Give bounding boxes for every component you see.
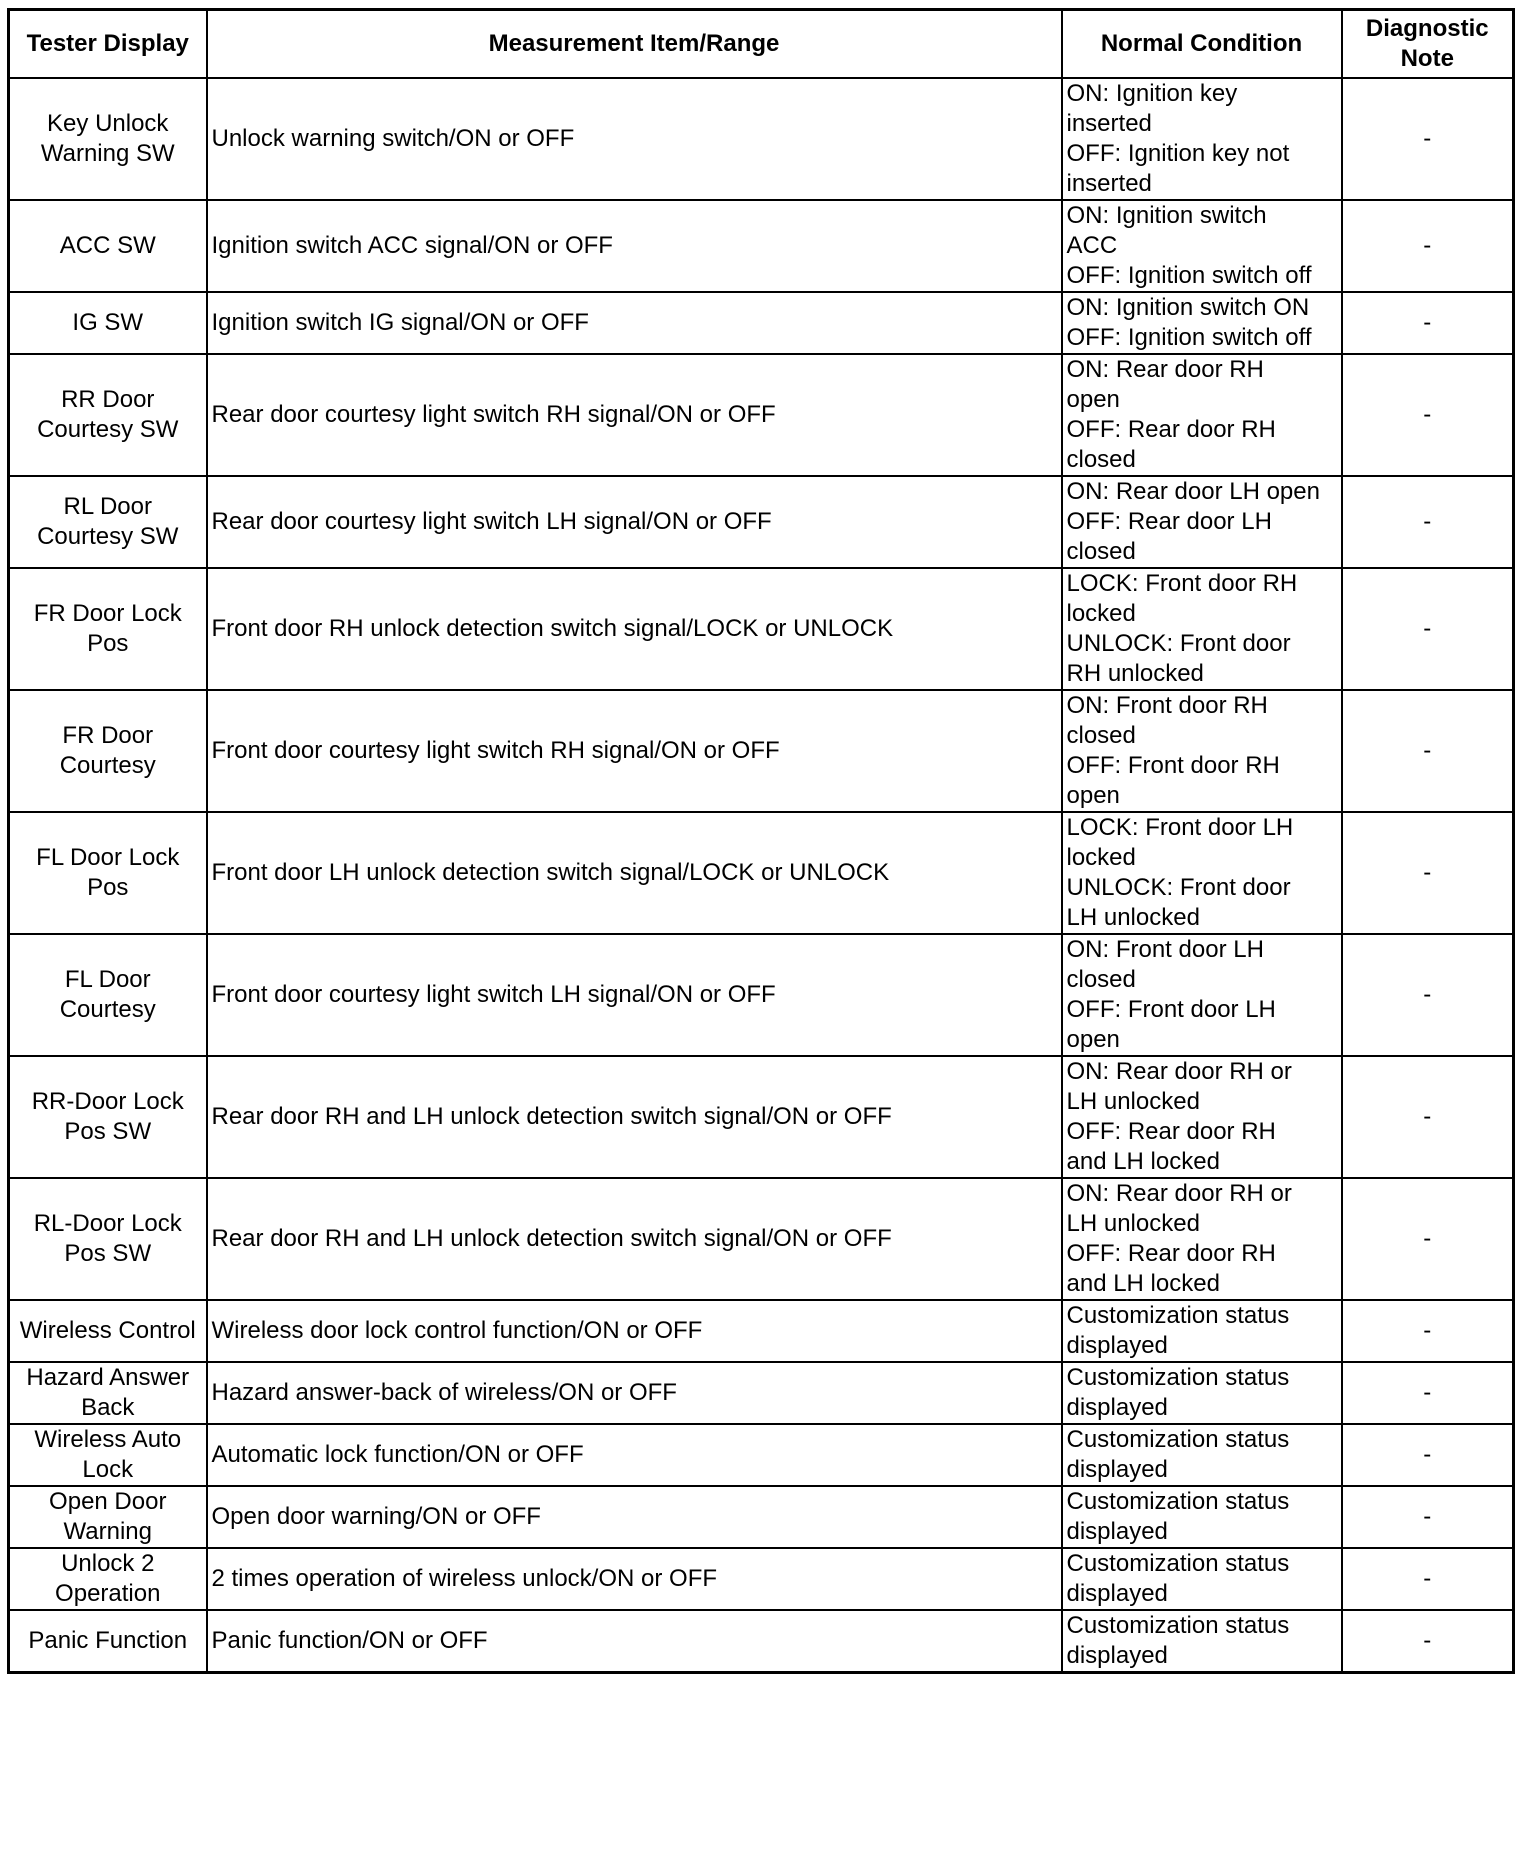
table-row	[9, 476, 1514, 568]
header-diagnostic-note-line2: Note	[1400, 45, 1454, 72]
tester-display-line1: Key Unlock	[47, 110, 169, 137]
tester-display-cell	[9, 1424, 207, 1486]
measurement-item-cell: Front door courtesy light switch LH signal/ON or OFF	[207, 934, 1062, 1056]
table-row	[9, 1300, 1514, 1362]
tester-display-line1: Wireless Control	[19, 1317, 196, 1344]
diagnostic-note-cell: -	[1342, 1486, 1514, 1548]
table-row	[9, 1424, 1514, 1486]
tester-display-cell	[9, 1362, 207, 1424]
normal-condition-cell: LOCK: Front door LH locked UNLOCK: Front door LH unlocked	[1062, 812, 1342, 934]
tester-display-line1: Panic Function	[28, 1627, 188, 1654]
tester-display-line2: Warning SW	[40, 140, 175, 167]
tester-display-cell	[9, 1300, 207, 1362]
normal-condition-cell: Customization status displayed	[1062, 1610, 1342, 1673]
tester-display-cell	[9, 476, 207, 568]
table-row	[9, 78, 1514, 200]
table-row	[9, 200, 1514, 292]
tester-display-line2: Lock	[82, 1456, 134, 1483]
normal-condition-cell: Customization status displayed	[1062, 1548, 1342, 1610]
diagnostic-note-cell: -	[1342, 1548, 1514, 1610]
normal-condition-cell: ON: Rear door RH or LH unlocked OFF: Rear door RH and LH locked	[1062, 1178, 1342, 1300]
tester-display-line1: RR Door	[61, 386, 155, 413]
table-row	[9, 1178, 1514, 1300]
normal-condition-cell: ON: Front door RH closed OFF: Front door RH open	[1062, 690, 1342, 812]
normal-condition-cell: ON: Ignition switch ON OFF: Ignition switch off	[1062, 292, 1342, 354]
normal-condition-cell: Customization status displayed	[1062, 1486, 1342, 1548]
normal-condition-cell: Customization status displayed	[1062, 1424, 1342, 1486]
tester-display-line1: Open Door	[49, 1488, 167, 1515]
diagnostic-note-cell: -	[1342, 292, 1514, 354]
tester-display-cell	[9, 1548, 207, 1610]
diagnostic-note-cell: -	[1342, 812, 1514, 934]
tester-display-cell	[9, 200, 207, 292]
measurement-item-cell: Wireless door lock control function/ON or OFF	[207, 1300, 1062, 1362]
diagnostic-note-cell: -	[1342, 200, 1514, 292]
diagnostic-note-cell: -	[1342, 1300, 1514, 1362]
measurement-item-cell: Front door courtesy light switch RH signal/ON or OFF	[207, 690, 1062, 812]
tester-display-line2: Pos	[87, 874, 129, 901]
tester-display-cell	[9, 1610, 207, 1673]
tester-display-line2: Back	[81, 1394, 135, 1421]
measurement-item-cell: Rear door courtesy light switch LH signal/ON or OFF	[207, 476, 1062, 568]
table-row	[9, 812, 1514, 934]
diagnostic-note-cell: -	[1342, 354, 1514, 476]
measurement-item-cell: 2 times operation of wireless unlock/ON or OFF	[207, 1548, 1062, 1610]
measurement-item-cell: Automatic lock function/ON or OFF	[207, 1424, 1062, 1486]
tester-display-line1: FR Door	[62, 722, 154, 749]
tester-display-line1: Unlock 2	[61, 1550, 155, 1577]
table-row	[9, 690, 1514, 812]
header-diagnostic-note	[1342, 10, 1514, 79]
measurement-item-cell: Rear door RH and LH unlock detection switch signal/ON or OFF	[207, 1178, 1062, 1300]
tester-display-cell	[9, 1056, 207, 1178]
diagnostic-note-cell: -	[1342, 568, 1514, 690]
normal-condition-cell: ON: Rear door LH open OFF: Rear door LH closed	[1062, 476, 1342, 568]
table-header-row	[9, 10, 1514, 79]
tester-display-line1: FL Door Lock	[36, 844, 180, 871]
normal-condition-cell: ON: Ignition key inserted OFF: Ignition key not inserted	[1062, 78, 1342, 200]
tester-display-cell	[9, 568, 207, 690]
diagnostic-note-cell: -	[1342, 78, 1514, 200]
diagnostic-note-cell: -	[1342, 1610, 1514, 1673]
tester-display-cell	[9, 354, 207, 476]
diagnostic-note-cell: -	[1342, 934, 1514, 1056]
table-row	[9, 354, 1514, 476]
tester-display-cell	[9, 690, 207, 812]
table-row	[9, 1056, 1514, 1178]
header-tester-display: Tester Display	[9, 10, 207, 79]
measurement-item-cell: Ignition switch IG signal/ON or OFF	[207, 292, 1062, 354]
tester-display-line1: RL-Door Lock	[33, 1210, 182, 1237]
table-row	[9, 1362, 1514, 1424]
table-row	[9, 568, 1514, 690]
normal-condition-cell: Customization status displayed	[1062, 1300, 1342, 1362]
measurement-item-cell: Panic function/ON or OFF	[207, 1610, 1062, 1673]
measurement-item-cell: Open door warning/ON or OFF	[207, 1486, 1062, 1548]
tester-display-cell	[9, 1178, 207, 1300]
measurement-item-cell: Rear door courtesy light switch RH signal/ON or OFF	[207, 354, 1062, 476]
header-measurement-item: Measurement Item/Range	[207, 10, 1062, 79]
tester-display-line1: IG SW	[72, 309, 144, 336]
tester-display-line1: FL Door	[64, 966, 151, 993]
header-normal-condition: Normal Condition	[1062, 10, 1342, 79]
tester-display-line1: RL Door	[63, 493, 152, 520]
tester-display-line2: Operation	[55, 1580, 161, 1607]
tester-display-line1: Wireless Auto	[34, 1426, 182, 1453]
measurement-item-cell: Front door LH unlock detection switch signal/LOCK or UNLOCK	[207, 812, 1062, 934]
table-row	[9, 1486, 1514, 1548]
tester-display-cell	[9, 934, 207, 1056]
diagnostic-note-cell: -	[1342, 476, 1514, 568]
tester-display-line1: Hazard Answer	[26, 1364, 190, 1391]
diagnostic-data-table	[7, 8, 1515, 1674]
diagnostic-note-cell: -	[1342, 1362, 1514, 1424]
table-row	[9, 1548, 1514, 1610]
measurement-item-cell: Front door RH unlock detection switch signal/LOCK or UNLOCK	[207, 568, 1062, 690]
tester-display-line1: FR Door Lock	[33, 600, 182, 627]
table-row	[9, 934, 1514, 1056]
diagnostic-note-cell: -	[1342, 1424, 1514, 1486]
tester-display-cell	[9, 78, 207, 200]
tester-display-line2: Courtesy	[59, 996, 156, 1023]
normal-condition-cell: ON: Rear door RH or LH unlocked OFF: Rear door RH and LH locked	[1062, 1056, 1342, 1178]
tester-display-cell	[9, 292, 207, 354]
tester-display-line2: Courtesy SW	[37, 523, 179, 550]
table-row	[9, 292, 1514, 354]
tester-display-line1: RR-Door Lock	[31, 1088, 184, 1115]
table-row	[9, 1610, 1514, 1673]
header-diagnostic-note-line1: Diagnostic	[1365, 15, 1489, 42]
measurement-item-cell: Rear door RH and LH unlock detection switch signal/ON or OFF	[207, 1056, 1062, 1178]
tester-display-line2: Pos SW	[64, 1240, 152, 1267]
normal-condition-cell: ON: Rear door RH open OFF: Rear door RH closed	[1062, 354, 1342, 476]
tester-display-line2: Courtesy SW	[37, 416, 179, 443]
diagnostic-note-cell: -	[1342, 1178, 1514, 1300]
tester-display-cell	[9, 812, 207, 934]
normal-condition-cell: ON: Ignition switch ACC OFF: Ignition switch off	[1062, 200, 1342, 292]
tester-display-line1: ACC SW	[59, 232, 156, 259]
diagnostic-note-cell: -	[1342, 1056, 1514, 1178]
tester-display-line2: Courtesy	[59, 752, 156, 779]
diagnostic-note-cell: -	[1342, 690, 1514, 812]
measurement-item-cell: Ignition switch ACC signal/ON or OFF	[207, 200, 1062, 292]
normal-condition-cell: Customization status displayed	[1062, 1362, 1342, 1424]
tester-display-line2: Pos SW	[64, 1118, 152, 1145]
measurement-item-cell: Unlock warning switch/ON or OFF	[207, 78, 1062, 200]
tester-display-line2: Warning	[63, 1518, 152, 1545]
normal-condition-cell: ON: Front door LH closed OFF: Front door LH open	[1062, 934, 1342, 1056]
tester-display-cell	[9, 1486, 207, 1548]
measurement-item-cell: Hazard answer-back of wireless/ON or OFF	[207, 1362, 1062, 1424]
tester-display-line2: Pos	[87, 630, 129, 657]
normal-condition-cell: LOCK: Front door RH locked UNLOCK: Front door RH unlocked	[1062, 568, 1342, 690]
